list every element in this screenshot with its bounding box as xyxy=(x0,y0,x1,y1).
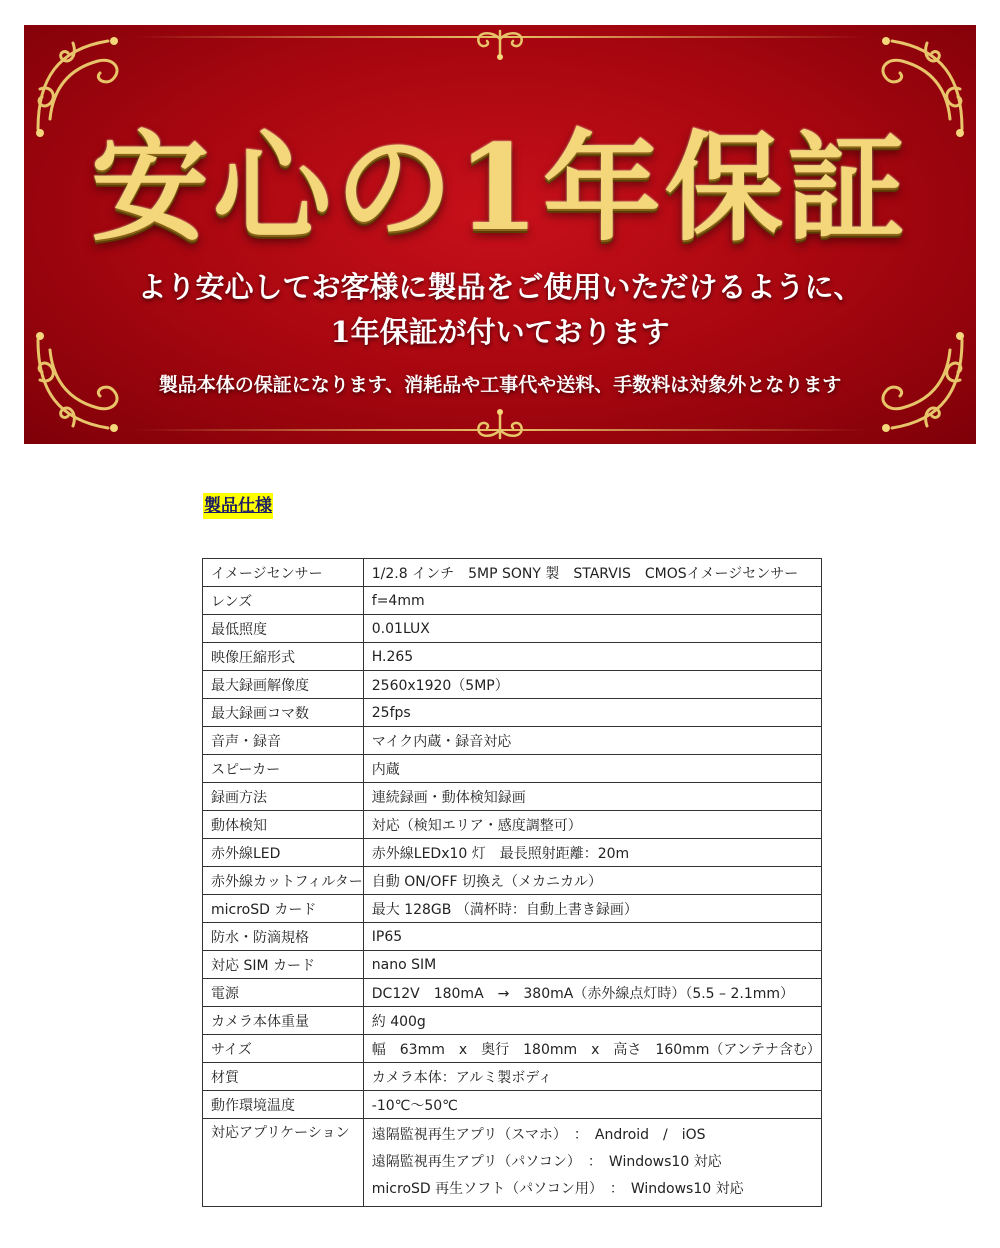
spec-value: nano SIM xyxy=(363,951,821,979)
center-flourish-icon xyxy=(455,404,545,444)
spec-value: 25fps xyxy=(363,699,821,727)
table-row xyxy=(203,867,822,895)
table-row xyxy=(203,615,822,643)
table-row xyxy=(203,839,822,867)
spec-value-line: 遠隔監視再生アプリ（スマホ） ： Android / iOS xyxy=(371,1127,706,1143)
spec-value-line: 遠隔監視再生アプリ（パソコン） ： Windows10 対応 xyxy=(371,1154,722,1170)
spec-key: 最大録画コマ数 xyxy=(203,699,364,727)
spec-value: 赤外線LEDx10 灯 最長照射距離：20m xyxy=(363,839,821,867)
spec-key: 電源 xyxy=(203,979,364,1007)
table-row xyxy=(203,1119,822,1207)
spec-value: カメラ本体：アルミ製ボディ xyxy=(363,1063,821,1091)
table-row xyxy=(203,1091,822,1119)
spec-value: 幅 63mm x 奥行 180mm x 高さ 160mm（アンテナ含む） xyxy=(363,1035,821,1063)
table-row xyxy=(203,1007,822,1035)
banner-note: 製品本体の保証になります、消耗品や工事代や送料、手数料は対象外となります xyxy=(158,374,842,396)
spec-value: 対応（検知エリア・感度調整可） xyxy=(363,811,821,839)
spec-key: 対応アプリケーション xyxy=(203,1119,364,1207)
spec-key: 防水・防滴規格 xyxy=(203,923,364,951)
spec-key: レンズ xyxy=(203,587,364,615)
banner-headline: 安心の1年保証 xyxy=(90,118,910,257)
spec-value: -10℃～50℃ xyxy=(363,1091,821,1119)
center-flourish-icon xyxy=(455,25,545,65)
spec-table xyxy=(202,558,822,1207)
spec-value: 約 400g xyxy=(363,1007,821,1035)
section-title: 製品仕様 xyxy=(203,493,273,519)
table-row xyxy=(203,727,822,755)
table-row xyxy=(203,951,822,979)
table-row xyxy=(203,1035,822,1063)
banner-subline-1: より安心してお客様に製品をご使用いただけるように、 xyxy=(137,270,863,304)
spec-value: f=4mm xyxy=(363,587,821,615)
spec-value: 自動 ON/OFF 切換え（メカニカル） xyxy=(363,867,821,895)
spec-value: H.265 xyxy=(363,643,821,671)
table-row xyxy=(203,587,822,615)
spec-key: 動作環境温度 xyxy=(203,1091,364,1119)
spec-value: IP65 xyxy=(363,923,821,951)
table-row xyxy=(203,923,822,951)
table-row xyxy=(203,783,822,811)
table-row xyxy=(203,643,822,671)
spec-key: 材質 xyxy=(203,1063,364,1091)
spec-value: 連続録画・動体検知録画 xyxy=(363,783,821,811)
spec-key: 最大録画解像度 xyxy=(203,671,364,699)
spec-key: 対応 SIM カード xyxy=(203,951,364,979)
spec-key: 赤外線カットフィルター xyxy=(203,867,364,895)
spec-value: 最大 128GB （満杯時：自動上書き録画） xyxy=(363,895,821,923)
spec-key: 動体検知 xyxy=(203,811,364,839)
banner-subline-2: 1年保証が付いております xyxy=(330,315,670,349)
table-row xyxy=(203,1063,822,1091)
spec-key: サイズ xyxy=(203,1035,364,1063)
spec-value: 2560x1920（5MP） xyxy=(363,671,821,699)
spec-value xyxy=(363,1119,821,1207)
table-row xyxy=(203,811,822,839)
spec-value: 0.01LUX xyxy=(363,615,821,643)
spec-key: 映像圧縮形式 xyxy=(203,643,364,671)
spec-value: 1/2.8 インチ 5MP SONY 製 STARVIS CMOSイメージセンサー xyxy=(363,559,821,587)
spec-key: カメラ本体重量 xyxy=(203,1007,364,1035)
table-row xyxy=(203,895,822,923)
spec-value: マイク内蔵・録音対応 xyxy=(363,727,821,755)
spec-key: microSD カード xyxy=(203,895,364,923)
spec-key: 録画方法 xyxy=(203,783,364,811)
table-row xyxy=(203,671,822,699)
table-row xyxy=(203,979,822,1007)
table-row xyxy=(203,755,822,783)
table-row xyxy=(203,559,822,587)
spec-key: イメージセンサー xyxy=(203,559,364,587)
spec-value: 内蔵 xyxy=(363,755,821,783)
spec-value-line: microSD 再生ソフト（パソコン用） ： Windows10 対応 xyxy=(371,1181,744,1197)
warranty-banner xyxy=(24,25,976,444)
spec-key: スピーカー xyxy=(203,755,364,783)
table-row xyxy=(203,699,822,727)
spec-value: DC12V 180mA → 380mA（赤外線点灯時）（5.5 – 2.1mm） xyxy=(363,979,821,1007)
spec-key: 音声・録音 xyxy=(203,727,364,755)
spec-key: 最低照度 xyxy=(203,615,364,643)
spec-key: 赤外線LED xyxy=(203,839,364,867)
